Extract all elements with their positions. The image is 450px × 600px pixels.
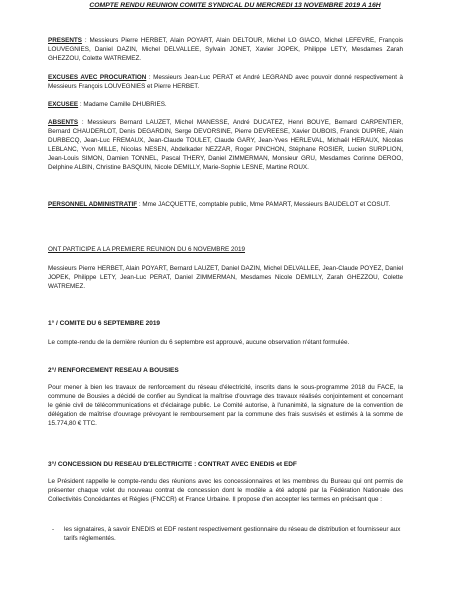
absents-text: : Messieurs Bernard LAUZET, Michel MANESSE, André DUCATEZ, Henri BOUYE, Bernard CARPENTIER, Bernard CHAUDERLOT, Denis DEGARDIN, Serge DEVORSINE, Pierre DEVREESE, Xavier DUBOIS, Franck DUPIRE, Alain DURBECQ, Jean-Luc FREMAUX, Jean-Claude TOULET, Claude GARY, Jean-Yves HERLEVAL, Michaël HERAUX, Nicolas LEBLANC, Yvon MILLE, Nicolas NESEN, Abdelkader NEZZAR, Roger PINCHON, Stéphane ROSIER, Lucien SURPLION, Jean-Louis SIMON, Damien TONNEL, Pascal THERY, Daniel ZIMMERMAN, Monsieur GRU, Mesdames Corinne DEROO, Delphine ALBIN, Christine BASQUIN, Nicole DEMILLY, Marie-Sophie LESNE, Martine ROUX. xyxy=(48,119,403,171)
presents-text: : Messieurs Pierre HERBET, Alain POYART, Alain DELTOUR, Michel LO GIACO, Michel LEFEVRE, François LOUVEGNIES, Daniel DAZIN, Michel DELVALLEE, Sylvain JONET, Xavier JOPEK, Philippe LETY, Mesdames Zarah GHEZZOU, Colette WATREMEZ. xyxy=(48,37,403,62)
section2-text: Pour mener à bien les travaux de renforcement du réseau d'électricité, inscrits dans le sous-programme 2018 du FACE, la commune de Bousies a décidé de confier au Syndicat la maîtrise d'ouvrage des travaux réalisés conjointement et concernant le génie civil de télécommunications et d'éclairage public. Le Comité autorise, à l'unanimité, la signature de la convention de délégation de maîtrise d'ouvrage prévoyant le remboursement par la commune des frais susvisés et estimés à la somme de 15.774,80 € TTC. xyxy=(48,384,403,427)
participe-text: Messieurs Pierre HERBET, Alain POYART, Bernard LAUZET, Daniel DAZIN, Michel DELVALLEE, Jean-Claude POYEZ, Daniel JOPEK, Philippe LETY, Jean-Luc PERAT, Daniel ZIMMERMAN, Mesdames Nicole DEMILLY, Zarah GHEZZOU, Colette WATREMEZ. xyxy=(48,265,403,290)
section1-text: Le compte-rendu de la dernière réunion du 6 septembre est approuvé, aucune observation n'étant formulée. xyxy=(48,339,350,346)
personnel-label: PERSONNEL ADMINISTRATIF xyxy=(48,201,138,208)
absents-label: ABSENTS xyxy=(48,119,79,126)
excuses-procuration-label: EXCUSES AVEC PROCURATION xyxy=(48,74,147,81)
section1-heading: 1° / COMITE DU 6 SEPTEMBRE 2019 xyxy=(48,320,161,327)
absents-paragraph xyxy=(48,118,403,172)
excusee-text: : Madame Camille DHUBRIES. xyxy=(78,101,167,108)
personnel-paragraph xyxy=(48,200,403,209)
section3-text: Le Président rappelle le compte-rendu des réunions avec les concessionnaires et les membres du Bureau qui ont permis de présenter chaque volet du nouveau contrat de concession dont le modèle a été adopté par la Fédération Nationale des Collectivités Concédantes et Régies (FNCCR) et France Urbaine. Il propose d'en accepter les termes en précisant que : xyxy=(48,478,403,503)
excusee-paragraph xyxy=(48,100,403,109)
bullet-dash: - xyxy=(52,526,55,533)
participe-label: ONT PARTICIPE A LA PREMIERE REUNION DU 6 NOVEMBRE 2019 xyxy=(48,246,246,253)
section2-heading: 2°/ RENFORCEMENT RESEAU A BOUSIES xyxy=(48,367,179,374)
excuses-procuration-text: : Messieurs Jean-Luc PERAT et André LEGRAND avec pouvoir donné respectivement à Messieurs François LOUVEGNIES et Pierre HERBET. xyxy=(48,74,403,90)
participe-heading xyxy=(48,245,403,254)
presents-paragraph xyxy=(48,36,403,63)
personnel-text: : Mme JACQUETTE, comptable public, Mme PAMART, Messieurs BAUDELOT et COSUT. xyxy=(137,201,391,208)
section3-bullet-text: les signataires, à savoir ENEDIS et EDF restent respectivement gestionnaire du réseau de distribution et fournisseur aux tarifs réglementés. xyxy=(64,526,401,542)
excusee-label: EXCUSEE xyxy=(48,101,79,108)
excuses-procuration-paragraph xyxy=(48,73,403,91)
presents-label: PRESENTS xyxy=(48,37,82,44)
section3-heading: 3°/ CONCESSION DU RESEAU D'ELECTRICITE : CONTRAT AVEC ENEDIS et EDF xyxy=(48,461,297,468)
document-title: COMPTE RENDU REUNION COMITE SYNDICAL DU MERCREDI 13 NOVEMBRE 2019 A 16H xyxy=(89,2,381,9)
